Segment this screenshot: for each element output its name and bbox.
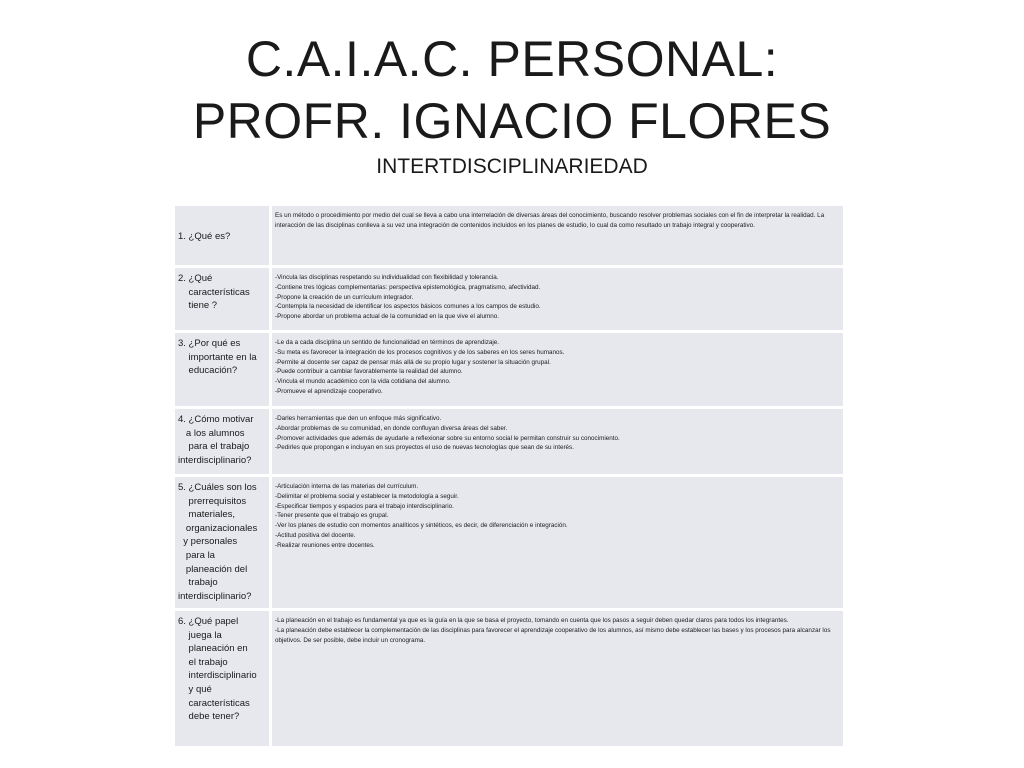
question-cell: 5. ¿Cuáles son los prerrequisitos materiales, organizacionales y personales para la planeación del trabajo interdisciplinario? xyxy=(175,477,269,608)
slide-title xyxy=(0,28,1024,180)
question-cell: 6. ¿Qué papel juega la planeación en el trabajo interdisciplinario y qué características debe tener? xyxy=(175,611,269,746)
answer-cell: -Articulación interna de las materias del currículum. -Delimitar el problema social y establecer la metodología a seguir. -Especificar tiempos y espacios para el trabajo interdisciplinario. -Tener presente que el trabajo es grupal. -Ver los planes de estudio con momentos analíticos y sintéticos, es decir, de diferenciación e integración. -Actitud positiva del docente. -Realizar reuniones entre docentes. xyxy=(272,477,843,608)
answer-cell: -Vincula las disciplinas respetando su individualidad con flexibilidad y tolerancia. -Contiene tres lógicas complementarias: perspectiva epistemológica, pragmatismo, afectividad. -Propone la creación de un currículum integrador. -Contempla la necesidad de identificar los aspectos básicos comunes a los campos de estudio. -Propone abordar un problema actual de la comunidad en la que vive el alumno. xyxy=(272,268,843,330)
table-row xyxy=(175,206,843,265)
table-row xyxy=(175,409,843,474)
question-cell: 1. ¿Qué es? xyxy=(175,206,269,265)
table-row xyxy=(175,333,843,406)
title-line-1: C.A.I.A.C. PERSONAL: xyxy=(245,31,779,87)
content-table xyxy=(172,203,846,749)
answer-cell: -Le da a cada disciplina un sentido de funcionalidad en términos de aprendizaje. -Su meta es favorecer la integración de los procesos cognitivos y de los saberes en los seres humanos. -Permite al docente ser capaz de pensar más allá de su propio lugar y sostener la situación grupal. -Puede contribuir a cambiar favorablemente la realidad del alumno. -Vincula el mundo académico con la vida cotidiana del alumno. -Promueve el aprendizaje cooperativo. xyxy=(272,333,843,406)
answer-cell: -Darles herramientas que den un enfoque más significativo. -Abordar problemas de su comunidad, en donde confluyan diversa áreas del saber. -Promover actividades que además de ayudarle a reflexionar sobre su entorno social le permitan construir su conocimiento. -Pedirles que propongan e incluyan en sus proyectos el uso de nuevas tecnologías que sean de su interés. xyxy=(272,409,843,474)
question-cell: 2. ¿Qué características tiene ? xyxy=(175,268,269,330)
table-row xyxy=(175,268,843,330)
table-row xyxy=(175,477,843,608)
question-cell: 4. ¿Cómo motivar a los alumnos para el trabajo interdisciplinario? xyxy=(175,409,269,474)
question-cell: 3. ¿Por qué es importante en la educación? xyxy=(175,333,269,406)
title-line-2: PROFR. IGNACIO FLORES xyxy=(192,93,832,149)
answer-cell: -La planeación en el trabajo es fundamental ya que es la guía en la que se basa el proyecto, tomando en cuenta que los pasos a seguir deben quedar claros para todos los integrantes. -La planeación debe establecer la complementación de las disciplinas para favorecer el aprendizaje cooperativo de los alumnos, así mismo debe establecer las bases y los procesos para alcanzar los objetivos. De ser posible, debe incluir un cronograma. xyxy=(272,611,843,746)
answer-cell: Es un método o procedimiento por medio del cual se lleva a cabo una interrelación de diversas áreas del conocimiento, buscando resolver problemas sociales con el fin de interpretar la realidad. La interacción de las disciplinas conlleva a su vez una integración de contenidos incluidos en los planes de estudio, lo cual da como resultado un trabajo integral y cooperativo. xyxy=(272,206,843,265)
table-row xyxy=(175,611,843,746)
slide-subtitle: INTERTDISCIPLINARIEDAD xyxy=(376,155,648,178)
